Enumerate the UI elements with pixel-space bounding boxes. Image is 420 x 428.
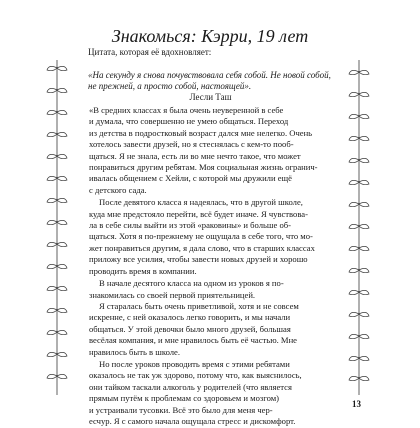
- text-line: жет понравиться другим, я дала слово, что в старших классах: [89, 242, 315, 253]
- text-line: оказалось не так уж здорово, потому что, как выяснилось,: [89, 370, 302, 381]
- text-line: приложу все усилия, чтобы завести новых друзей и хорошо: [89, 254, 308, 265]
- text-line: весёлая компания, и мне нравилось быть её частью. Мне: [89, 335, 297, 346]
- text-line: проводить время в компании.: [89, 265, 197, 276]
- page-number: 13: [352, 399, 361, 409]
- leafy-vine-right-ornament: [347, 60, 371, 395]
- text-line: После девятого класса я надеялась, что в другой школе,: [99, 197, 303, 208]
- paragraph: [89, 197, 333, 277]
- text-line: хотелось завести друзей, но я стеснялась с кем-то пооб-: [89, 139, 294, 150]
- paragraph: [89, 359, 333, 427]
- text-line: и думала, что совершенно не умею общаться. Переход: [89, 116, 289, 127]
- body-text: [89, 105, 333, 428]
- quote-author: Лесли Таш: [189, 92, 232, 102]
- text-line: прямым путём к проблемам со здоровьем и мозгом): [89, 393, 280, 404]
- epigraph-quote: [88, 70, 333, 103]
- quote-line: не прежней, а просто собой, настоящей».: [88, 81, 252, 91]
- leafy-vine-left-ornament: [45, 60, 69, 395]
- text-line: Но после уроков проводить время с этими ребятами: [99, 358, 290, 369]
- text-line: и устраивали тусовки. Всё это было для меня чер-: [89, 404, 273, 415]
- paragraph: [89, 105, 333, 196]
- text-line: «В средних классах я была очень неуверенной в себе: [89, 105, 284, 115]
- text-line: ла в себе силы выйти из этой «раковины» и больше об-: [89, 220, 292, 231]
- text-line: общаться. У этой девочки было много друзей, большая: [89, 323, 291, 334]
- paragraph: [89, 278, 333, 358]
- text-line: из детства в подростковый возраст дался мне нелегко. Очень: [89, 127, 313, 138]
- text-line: ивалась общением с Хейли, с которой мы дружили ещё: [89, 173, 292, 184]
- text-line: знакомилась со своей первой приятельницей.: [89, 289, 256, 300]
- text-line: с детского сада.: [89, 184, 147, 195]
- quote-intro-text: Цитата, которая её вдохновляет:: [88, 47, 212, 57]
- text-line: понравиться другим ребятам. Моя социальная жизнь огранич-: [89, 162, 318, 173]
- text-line: нравилось быть в школе.: [89, 346, 181, 357]
- text-line: искренне, с ней оказалось легко говорить, и мы начали: [89, 312, 291, 323]
- text-line: Я старалась быть очень приветливой, хотя и не совсем: [99, 300, 299, 311]
- text-line: есчур. Я с самого начала ощущала стресс и дискомфорт.: [89, 415, 296, 426]
- text-line: В начале десятого класса на одном из уроков я по-: [99, 278, 284, 289]
- text-line: куда мне предстояло перейти, всё будет иначе. Я чувствова-: [89, 208, 308, 219]
- text-line: щаться. Я не знала, есть ли во мне нечто такое, что может: [89, 150, 301, 161]
- text-line: они тайком таскали алкоголь у родителей (что является: [89, 381, 292, 392]
- text-line: щаться. Хотя я по-прежнему не ощущала в себе того, что мо-: [89, 231, 313, 242]
- section-title: Знакомься: Кэрри, 19 лет: [111, 26, 309, 46]
- quote-line: «На секунду я снова почувствовала себя собой. Не новой собой,: [88, 70, 331, 80]
